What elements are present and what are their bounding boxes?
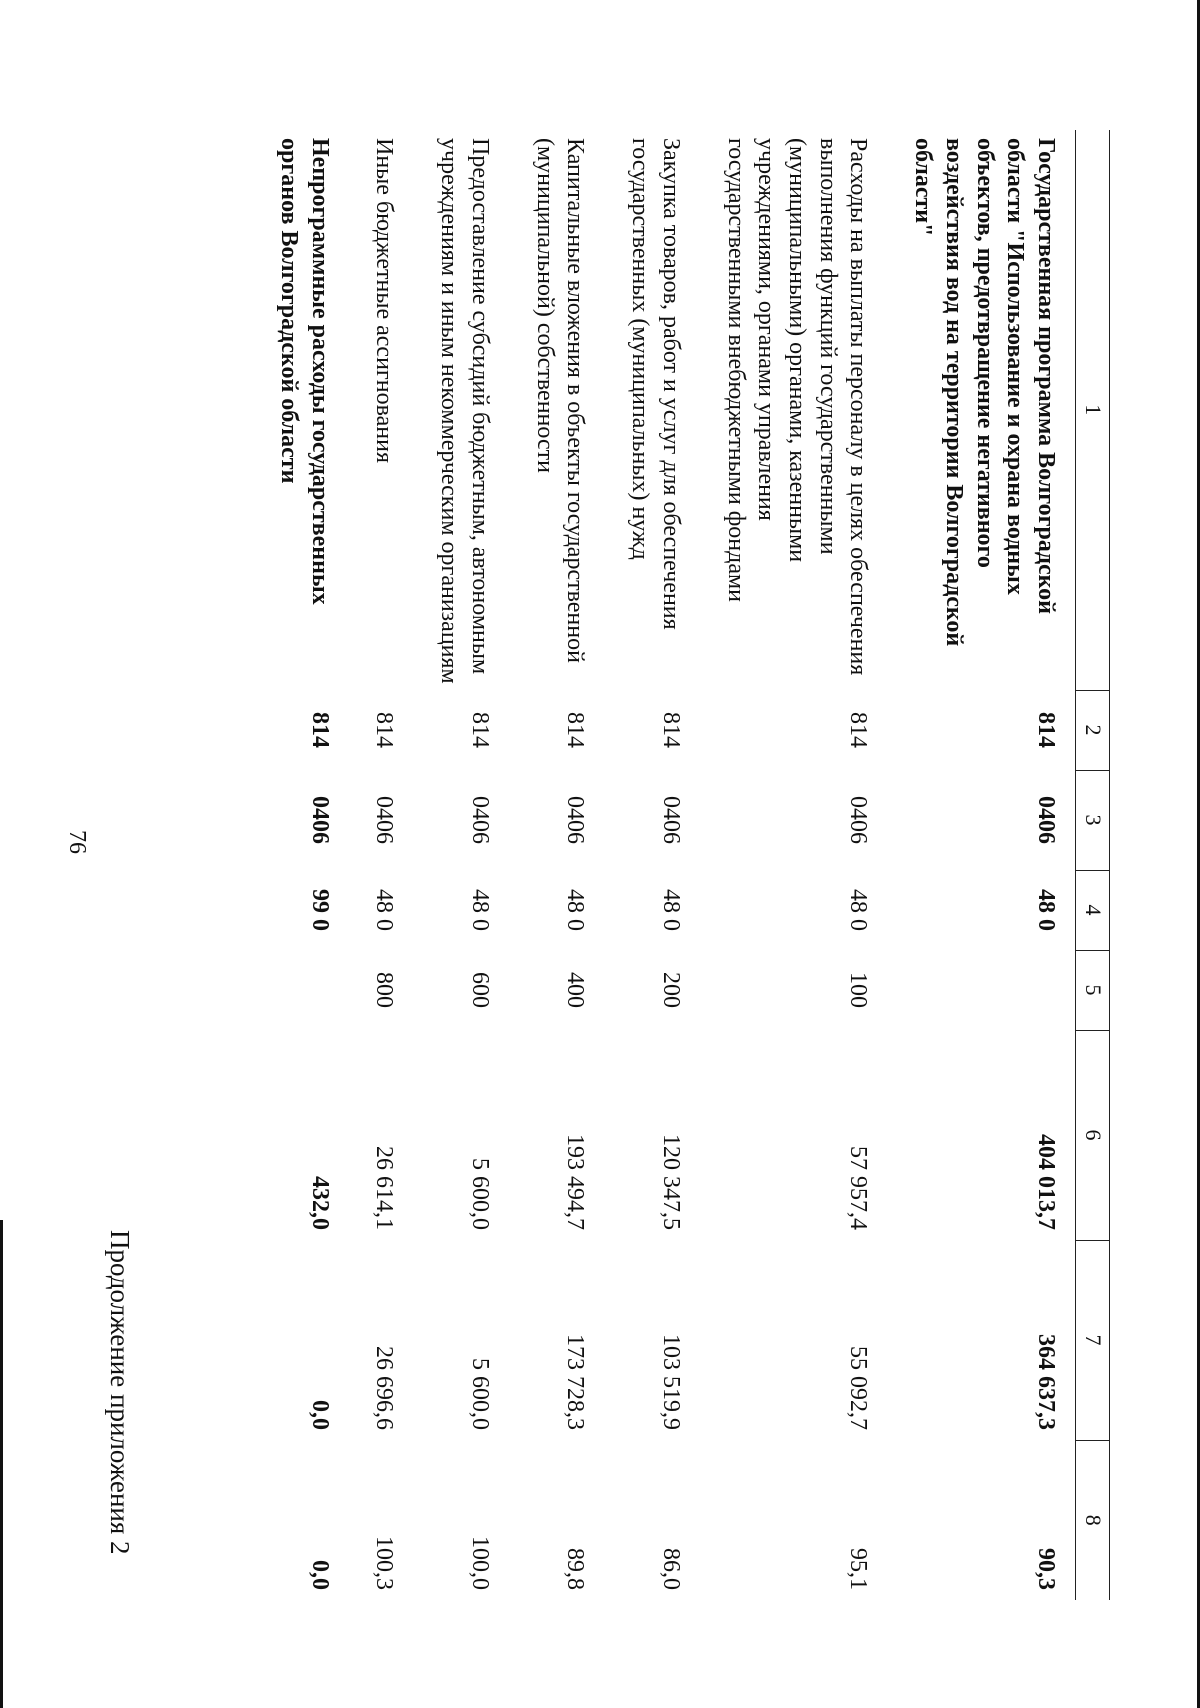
cell-col-7: 103 519,9 (657, 1334, 684, 1430)
column-header: 6 (1076, 1030, 1111, 1240)
cell-col-7: 55 092,7 (845, 1346, 872, 1430)
row-name-cell: Государственная программа Волгоградской области "Использование и охрана водных объектов, предотвращение негативного воздействия вод на территории Волгоградской области" (910, 138, 1059, 647)
cell-col-4: 48 0 (371, 889, 398, 931)
column-header: 2 (1076, 690, 1111, 770)
table-header-row (1076, 130, 1111, 1600)
cell-col-4: 48 0 (845, 889, 872, 931)
cell-col-8: 89,8 (562, 1548, 589, 1590)
cell-col-3: 0406 (562, 796, 589, 844)
cell-col-5: 400 (562, 972, 589, 1008)
cell-col-4: 48 0 (1033, 889, 1059, 931)
column-header: 7 (1076, 1240, 1111, 1440)
row-name-cell: Непрограммные расходы государственных органов Волгоградской области (276, 138, 333, 605)
column-header: 8 (1076, 1440, 1111, 1600)
row-name-cell: Предоставление субсидий бюджетным, автономным учреждениям и иным некоммерческим организациям (436, 138, 493, 684)
cell-col-7: 0,0 (306, 1400, 333, 1430)
cell-col-3: 0406 (371, 796, 398, 844)
page-number: 76 (64, 830, 90, 854)
table-row (887, 130, 1075, 1600)
cell-col-6: 404 013,7 (1033, 1134, 1059, 1230)
cell-col-2: 814 (1033, 712, 1059, 748)
cell-col-8: 100,3 (371, 1536, 398, 1590)
cell-col-2: 814 (845, 712, 872, 748)
budget-table (253, 130, 1110, 1600)
cell-col-2: 814 (466, 712, 493, 748)
cell-col-5: 800 (371, 972, 398, 1008)
cell-col-7: 364 637,3 (1033, 1334, 1059, 1430)
cell-col-8: 86,0 (657, 1548, 684, 1590)
cell-col-5 (887, 950, 1075, 1030)
cell-col-3: 0406 (306, 796, 333, 844)
table-row (414, 130, 509, 1600)
header-note: Продолжение приложения 2 (105, 1230, 135, 1555)
cell-col-2: 814 (306, 712, 333, 748)
cell-col-4: 48 0 (466, 889, 493, 931)
column-header: 5 (1076, 950, 1111, 1030)
cell-col-4: 48 0 (562, 889, 589, 931)
table-row (509, 130, 604, 1600)
cell-col-6: 5 600,0 (466, 1158, 493, 1230)
cell-col-5: 100 (845, 972, 872, 1008)
row-name-cell: Расходы на выплаты персоналу в целях обеспечения выполнения функций государственными (муниципальными) органами, казенными учреждениями, органами управления государственными внебюджетными фондами (722, 138, 872, 676)
cell-col-2: 814 (371, 712, 398, 748)
table-row (700, 130, 888, 1600)
cell-col-6: 57 957,4 (845, 1146, 872, 1230)
cell-col-7: 173 728,3 (562, 1334, 589, 1430)
table-row (604, 130, 699, 1600)
column-header: 1 (1076, 130, 1111, 690)
cell-col-3: 0406 (1033, 796, 1059, 844)
cell-col-5: 200 (657, 972, 684, 1008)
cell-col-6: 120 347,5 (657, 1134, 684, 1230)
cell-col-4: 99 0 (306, 889, 333, 931)
cell-col-2: 814 (562, 712, 589, 748)
cell-col-5 (253, 950, 348, 1030)
row-name-cell: Иные бюджетные ассигнования (371, 138, 398, 463)
cell-col-6: 26 614,1 (371, 1146, 398, 1230)
row-name-cell: Капитальные вложения в объекты государственной (муниципальной) собственности (531, 138, 589, 663)
cell-col-3: 0406 (466, 796, 493, 844)
row-name-cell: Закупка товаров, работ и услуг для обеспечения государственных (муниципальных) нужд (627, 138, 684, 630)
cell-col-3: 0406 (845, 796, 872, 844)
cell-col-8: 95,1 (845, 1548, 872, 1590)
cell-col-6: 432,0 (306, 1176, 333, 1230)
cell-col-2: 814 (657, 712, 684, 748)
cell-col-8: 90,3 (1033, 1548, 1059, 1590)
table-top-rule (1109, 130, 1110, 1600)
cell-col-7: 26 696,6 (371, 1346, 398, 1430)
column-header: 3 (1076, 770, 1111, 870)
cell-col-7: 5 600,0 (466, 1358, 493, 1430)
budget-table-wrap (170, 130, 1110, 1600)
cell-col-5: 600 (466, 972, 493, 1008)
cell-col-8: 100,0 (466, 1536, 493, 1590)
column-header: 4 (1076, 870, 1111, 950)
table-row (349, 130, 414, 1600)
cell-col-6: 193 494,7 (562, 1134, 589, 1230)
cell-col-4: 48 0 (657, 889, 684, 931)
cell-col-8: 0,0 (306, 1560, 333, 1590)
table-row (253, 130, 348, 1600)
cell-col-3: 0406 (657, 796, 684, 844)
